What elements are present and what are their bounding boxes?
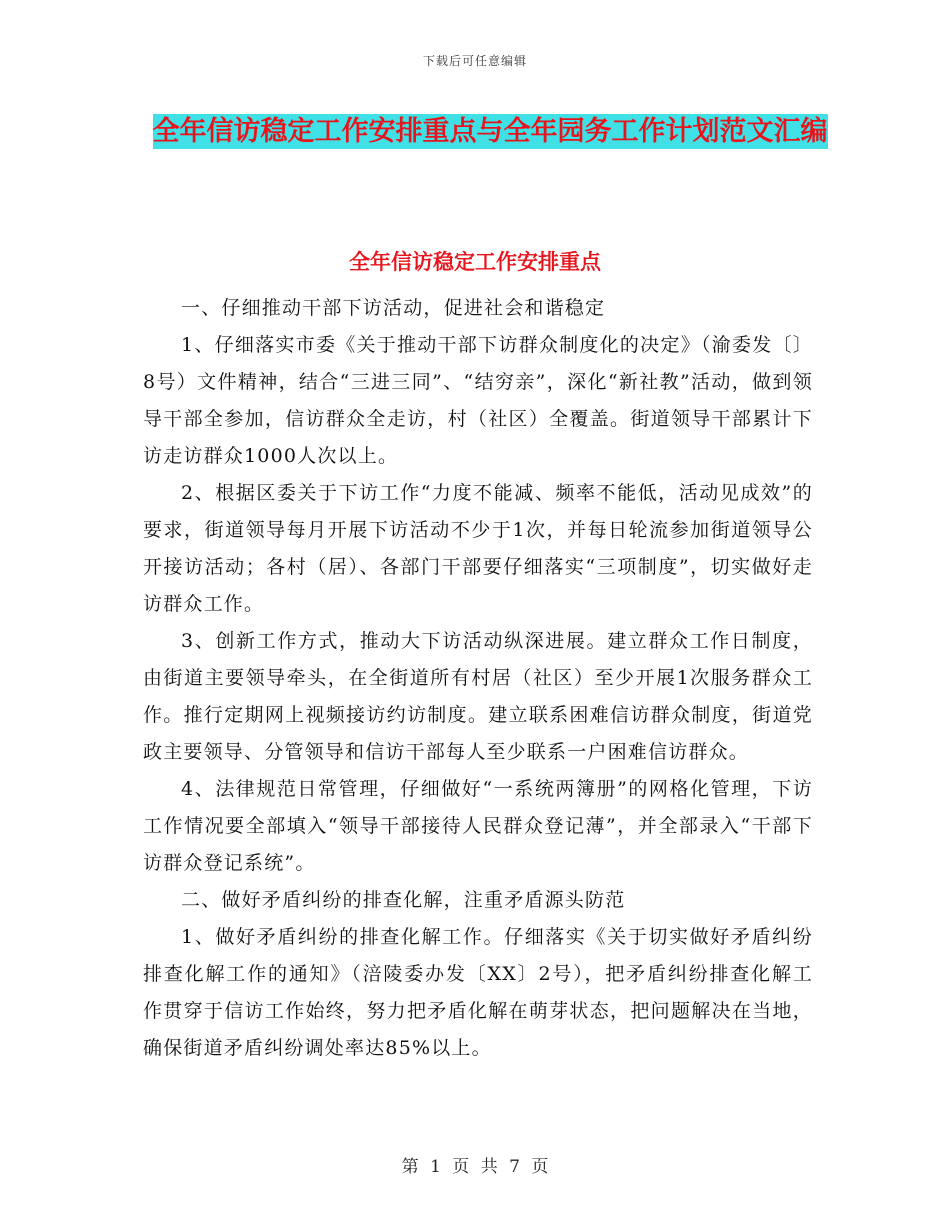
paragraph: 1、仔细落实市委《关于推动干部下访群众制度化的决定》（渝委发〔〕8号）文件精神，结合“三进三同”、“结穷亲”，深化“新社教”活动，做到领导干部全参加，信访群众全走访，村（社区）全覆盖。街道领导干部累计下访走访群众1000人次以上。 (143, 334, 813, 467)
paragraph: 3、创新工作方式，推动大下访活动纵深进展。建立群众工作日制度，由街道主要领导牵头，在全街道所有村居（社区）至少开展1次服务群众工作。推行定期网上视频接访约访制度。建立联系困难信访群众制度，街道党政主要领导、分管领导和信访干部每人至少联系一户困难信访群众。 (143, 630, 813, 763)
paragraph: 一、仔细推动干部下访活动，促进社会和谐稳定 (181, 297, 606, 319)
paragraph: 二、做好矛盾纠纷的排查化解，注重矛盾源头防范 (181, 889, 626, 911)
document-title (140, 108, 840, 156)
document-body (143, 290, 813, 1067)
header-note: 下载后可任意编辑 (422, 54, 527, 68)
section-title: 全年信访稳定工作安排重点 (349, 250, 601, 274)
paragraph: 2、根据区委关于下访工作“力度不能减、频率不能低，活动见成效”的要求，街道领导每月开展下访活动不少于1次，并每日轮流参加街道领导公开接访活动；各村（居）、各部门干部要仔细落实“三项制度”，切实做好走访群众工作。 (143, 482, 813, 615)
page-footer: 第 1 页 共 7 页 (401, 1157, 549, 1177)
document-title-text: 全年信访稳定工作安排重点与全年园务工作计划范文汇编 (152, 116, 828, 147)
paragraph: 1、做好矛盾纠纷的排查化解工作。仔细落实《关于切实做好矛盾纠纷排查化解工作的通知》（涪陵委办发〔XX〕2号），把矛盾纠纷排查化解工作贯穿于信访工作始终，努力把矛盾化解在萌芽状态，把问题解决在当地，确保街道矛盾纠纷调处率达85%以上。 (143, 926, 813, 1059)
paragraph: 4、法律规范日常管理，仔细做好“一系统两簿册”的网格化管理，下访工作情况要全部填入“领导干部接待人民群众登记薄”，并全部录入“干部下访群众登记系统”。 (143, 778, 813, 874)
